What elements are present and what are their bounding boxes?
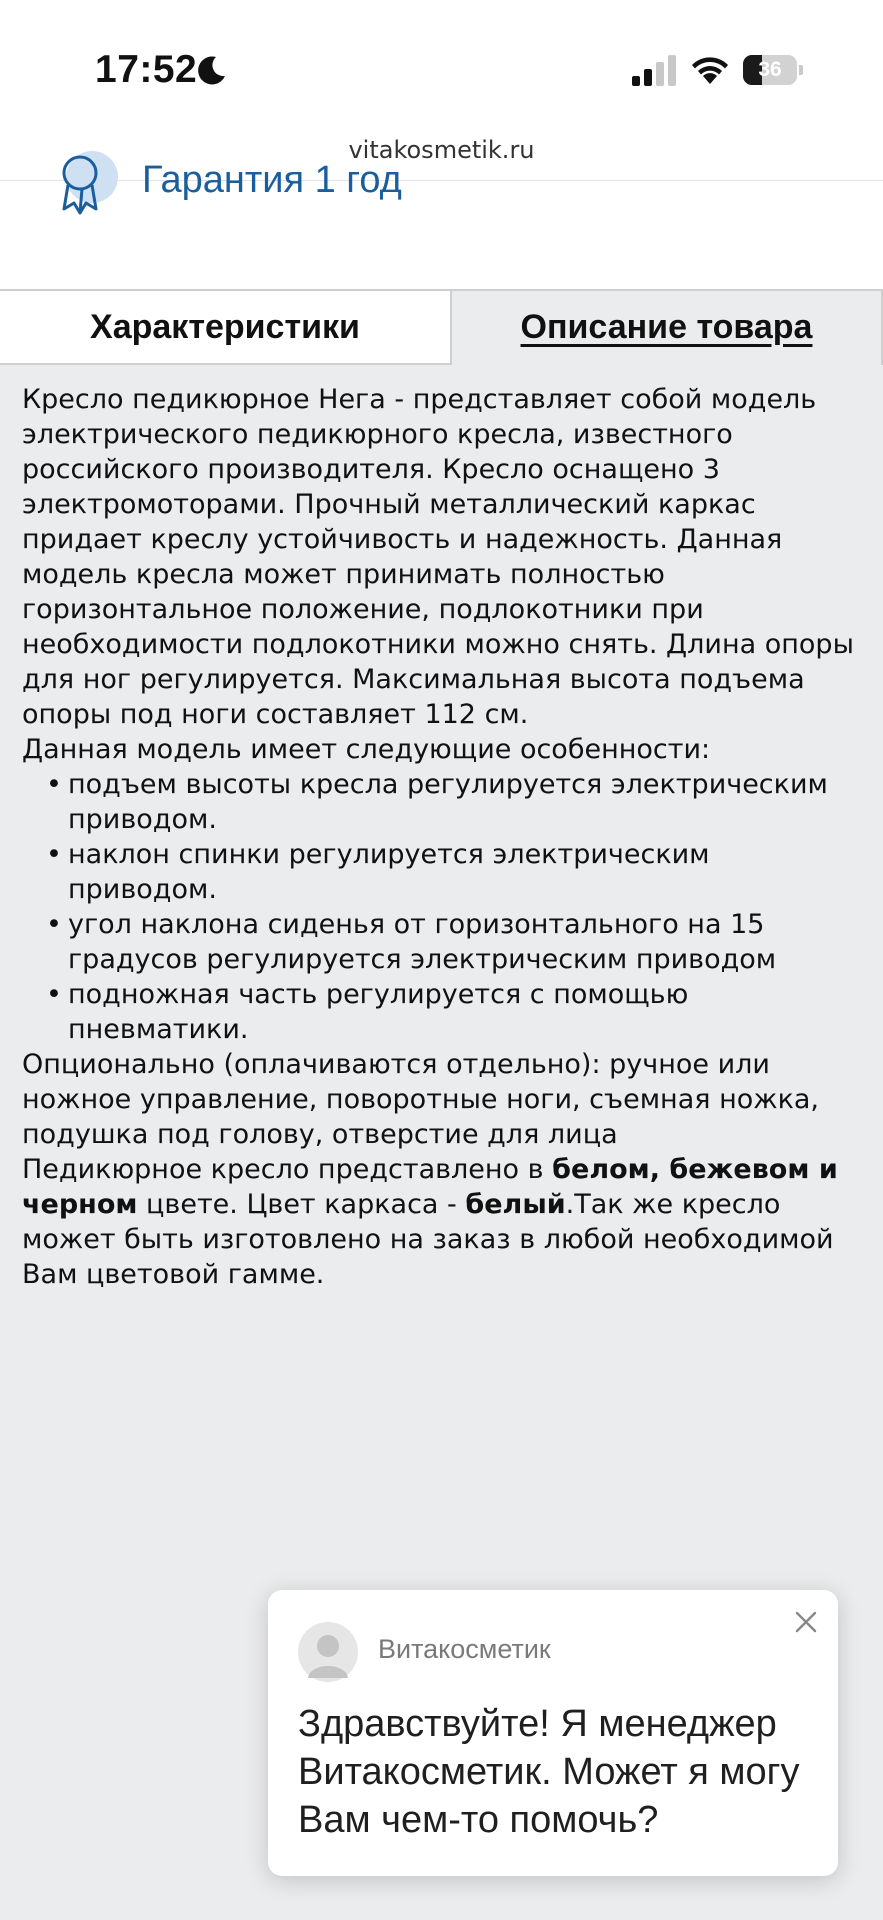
feature-text: угол наклона сиденья от горизонтального на 15 градусов регулируется электрическим приводом [68,909,777,975]
tab-characteristics[interactable]: Характеристики [0,291,452,365]
list-item: • угол наклона сиденья от горизонтального на 15 градусов регулируется электрическим приводом [46,909,777,975]
colors-paragraph [22,1152,867,1292]
chat-popup[interactable] [268,1590,838,1876]
features-intro: Данная модель имеет следующие особенности: [22,734,711,765]
status-time: 17:52 [95,48,198,91]
list-item: • подъем высоты кресла регулируется электрическим приводом. [46,769,828,835]
chat-sender-name: Витакосметик [378,1634,551,1664]
guarantee-section [0,159,883,289]
product-description [22,382,867,1292]
award-badge-icon [50,151,120,233]
description-paragraph: Кресло педикюрное Нега - представляет собой модель электрического педикюрного кресла, известного российского производителя. Кресло оснащено 3 электромоторами. Прочный металлический каркас придает креслу устойчивость и надежность. Данная модель кресла может принимать полностью горизонтальное положение, подлокотники при необходимости подлокотники можно снять. Длина опоры для ног регулируется. Максимальная высота подъема опоры под ноги составляет 112 см. [22,384,854,730]
colors-middle: цвете. Цвет каркаса - [137,1189,466,1220]
list-item: • подножная часть регулируется с помощью пневматики. [46,979,689,1045]
user-avatar-icon [298,1622,358,1682]
chat-message: Здравствуйте! Я менеджер Витакосметик. Может я могу Вам чем-то помочь? [298,1703,800,1841]
feature-text: наклон спинки регулируется электрическим приводом. [68,839,710,905]
optional-paragraph: Опционально (оплачиваются отдельно): ручное или ножное управление, поворотные ноги, съемная ножка, подушка под голову, отверстие для лица [22,1049,820,1150]
status-bar [0,0,883,140]
list-item: • наклон спинки регулируется электрическим приводом. [46,839,710,905]
features-list [22,767,867,1047]
wifi-icon [690,52,730,86]
cellular-signal-icon [630,54,676,88]
url-domain: vitakosmetik.ru [348,136,535,164]
feature-text: подъем высоты кресла регулируется электрическим приводом. [68,769,828,835]
feature-text: подножная часть регулируется с помощью пневматики. [68,979,689,1045]
colors-prefix: Педикюрное кресло представлено в [22,1154,553,1185]
moon-icon [196,54,228,86]
colors-bold: белом, бежевом и черном [22,1154,838,1220]
product-tabs [0,289,883,367]
close-icon[interactable] [792,1608,820,1636]
tab-description[interactable]: Описание товара [452,291,883,365]
battery-icon [743,55,801,85]
frame-color-bold: белый [465,1189,566,1220]
guarantee-text: Гарантия 1 год [142,159,402,201]
battery-percent: 36 [758,58,782,81]
colors-suffix: .Так же кресло может быть изготовлено на заказ в любой необходимой Вам цветовой гамме. [22,1189,834,1290]
url-bar[interactable] [0,125,883,181]
avatar [298,1622,358,1682]
